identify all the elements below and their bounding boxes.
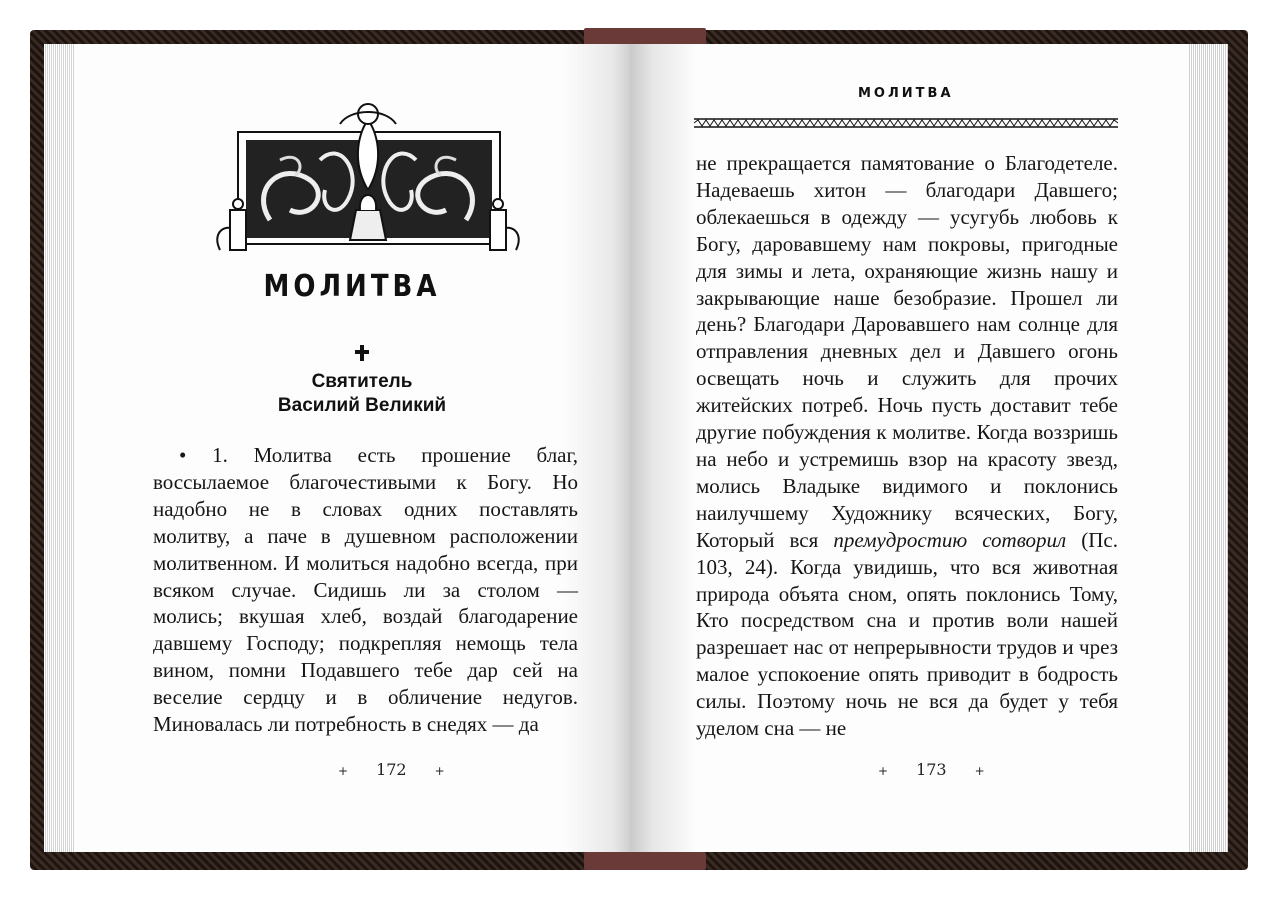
paragraph-continued [696, 150, 1118, 742]
body-text-right [696, 150, 1118, 742]
page-number-left [324, 760, 459, 779]
folio-ornament-icon: + [878, 764, 889, 778]
paragraph-1: • 1. Молитва есть прошение благ, воссылаемое благочестивыми к Богу. Но надобно не в словах одних поставлять молитву, а паче в душевном расположении молитвенном. И молиться надобно всегда, при всяком случае. Сидишь ли за столом — молись; вкушая хлеб, воздай благодарение давшему Господу; подкрепляя немощь тела вином, помни Подавшего тебе дар сей на веселие сердцу и в обличение недугов. Миновалась ли потребность в снедях — да [153, 443, 578, 737]
page-number: 172 [376, 760, 407, 779]
cross-icon [354, 344, 370, 362]
ornamental-rule-icon [694, 118, 1118, 128]
page-number: 173 [916, 760, 947, 779]
author-line-2: Василий Великий [277, 395, 447, 416]
spine-band-bottom [584, 852, 706, 870]
author-heading [74, 370, 650, 418]
text-after-italic: (Пс. 103, 24). Когда увидишь, что вся животная природа объята сном, опять поклонись Тому, Кто посредством сна и против воли нашей разрешает нас от непрерывности трудов и чрез малое успокоение опять приводит в бодрость силы. Поэтому ночь не вся да будет у тебя уделом сна — не [696, 527, 1118, 741]
running-head: МОЛИТВА [858, 86, 954, 101]
text-before-italic: не прекращается памятование о Благодетеле. Надеваешь хитон — благодари Давшего; облекаешься в одежду — усугубь любовь к Богу, даровавшему нам покровы, пригодные для зимы и лета, охраняющие жизнь нашу и закрывающие наше безобразие. Прошел ли день? Благодари Даровавшего нам солнце для отправления дневных дел и Давшего огонь освещать ночь и служить для прочих житейских потреб. Ночь пусть доставит тебе другие побуждения к молитве. Когда воззришь на небо и устремишь взор на красоту звезд, молись Владыке видимого и поклонись наилучшему Художнику всяческих, Богу, Который вся [696, 151, 1118, 552]
folio-ornament-icon: + [434, 764, 445, 778]
folio-ornament-icon: + [338, 764, 349, 778]
author-line-1: Святитель [311, 371, 413, 392]
left-page [74, 44, 630, 852]
folio-ornament-icon: + [974, 764, 985, 778]
page-title: МОЛИТВА [263, 269, 441, 305]
italic-quote: премудростию сотворил [833, 527, 1067, 552]
right-page [630, 44, 1188, 852]
page-number-right [864, 760, 999, 779]
page-edges-right [1188, 44, 1228, 852]
body-text-left [153, 442, 578, 738]
page-edges-left [44, 44, 74, 852]
ornament-headpiece-icon [210, 100, 526, 258]
